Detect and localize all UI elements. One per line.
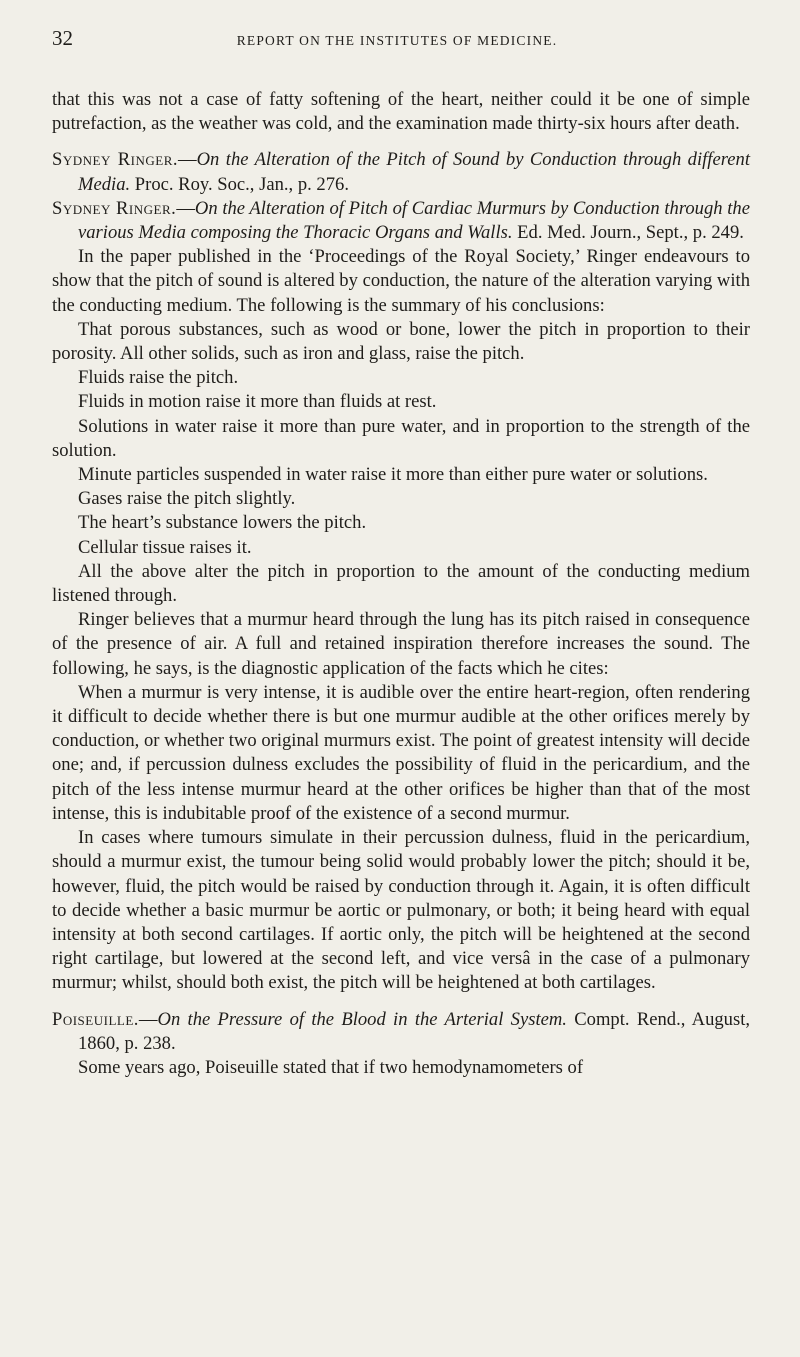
body-text	[52, 88, 750, 1080]
conclusion-item: Cellular tissue raises it.	[78, 536, 252, 558]
reference-author: Poiseuille.	[52, 1008, 139, 1030]
body-paragraph: In the paper published in the ‘Proceedings of the Royal Society,’ Ringer endeavours to show that the pitch of sound is altered by conduction, the nature of the alteration varying with the conducting medium. The following is the summary of his conclusions:	[52, 246, 750, 316]
running-head	[52, 26, 750, 60]
body-paragraph: Some years ago, Poiseuille stated that if two hemodynamometers of	[78, 1056, 584, 1078]
conclusion-item: All the above alter the pitch in proportion to the amount of the conducting medium listened through.	[52, 560, 750, 607]
reference-dash: —	[176, 197, 195, 219]
conclusion-item: Gases raise the pitch slightly.	[78, 488, 296, 510]
reference-title: On the Alteration of Pitch of Cardiac Murmurs by Conduction through the various Media composing the Thoracic Organs and Walls.	[78, 197, 750, 244]
running-title: REPORT ON THE INSTITUTES OF MEDICINE.	[236, 33, 558, 48]
conclusion-item: Solutions in water raise it more than pure water, and in proportion to the strength of the solution.	[52, 415, 750, 461]
reference-source: Compt. Rend., August, 1860, p. 238.	[78, 1008, 751, 1054]
reference-author: Sydney Ringer.	[52, 149, 179, 171]
page-number: 32	[52, 26, 73, 50]
body-paragraph: When a murmur is very intense, it is audible over the entire heart-region, often rendering it difficult to decide whether there is but one murmur audible at the other orifices merely by conduction, or whether two original murmurs exist. The point of greatest intensity will decide one; and, if percussion dulness excludes the possibility of fluid in the pericardium, and the pitch of the less intense murmur heard at the other orifices be higher than that of the most intense, this is indubitable proof of the existence of a second murmur.	[52, 681, 750, 824]
conclusion-item: That porous substances, such as wood or bone, lower the pitch in proportion to their porosity. All other solids, such as iron and glass, raise the pitch.	[52, 318, 750, 365]
reference-source: Proc. Roy. Soc., Jan., p. 276.	[130, 173, 349, 195]
conclusion-item: Fluids raise the pitch.	[78, 367, 239, 389]
reference-ringer-sound	[52, 148, 750, 196]
reference-dash: —	[178, 149, 197, 171]
reference-title: On the Alteration of the Pitch of Sound by Conduction through different Media.	[78, 149, 750, 195]
reference-author: Sydney Ringer.	[52, 197, 177, 219]
reference-dash: —	[138, 1008, 158, 1030]
intro-paragraph: that this was not a case of fatty softening of the heart, neither could it be one of simple putrefaction, as the weather was cold, and the examination made thirty-six hours after death.	[52, 89, 750, 135]
body-paragraph: Ringer believes that a murmur heard through the lung has its pitch raised in consequence of the presence of air. A full and retained inspiration therefore increases the sound. The following, he says, is the diagnostic application of the facts which he cites:	[52, 609, 750, 679]
reference-poiseuille	[52, 1008, 750, 1056]
reference-title: On the Pressure of the Blood in the Arterial System.	[157, 1008, 567, 1030]
conclusion-item: Fluids in motion raise it more than fluids at rest.	[78, 391, 437, 413]
conclusion-item: The heart’s substance lowers the pitch.	[78, 512, 367, 534]
conclusion-item: Minute particles suspended in water raise it more than either pure water or solutions.	[78, 464, 708, 486]
reference-ringer-murmurs	[52, 197, 750, 245]
reference-source: Ed. Med. Journ., Sept., p. 249.	[512, 222, 744, 244]
body-paragraph: In cases where tumours simulate in their percussion dulness, fluid in the pericardium, should a murmur exist, the tumour being solid would probably lower the pitch; should it be, however, fluid, the pitch would be raised by conduction through it. Again, it is often difficult to decide whether a basic murmur be aortic or pulmonary, or both; it being heard with equal intensity at both second cartilages. If aortic only, the pitch will be heightened at the second right cartilage, but lowered at the second left, and vice versâ in the case of a pulmonary murmur; whilst, should both exist, the pitch will be heightened at both cartilages.	[52, 827, 750, 994]
